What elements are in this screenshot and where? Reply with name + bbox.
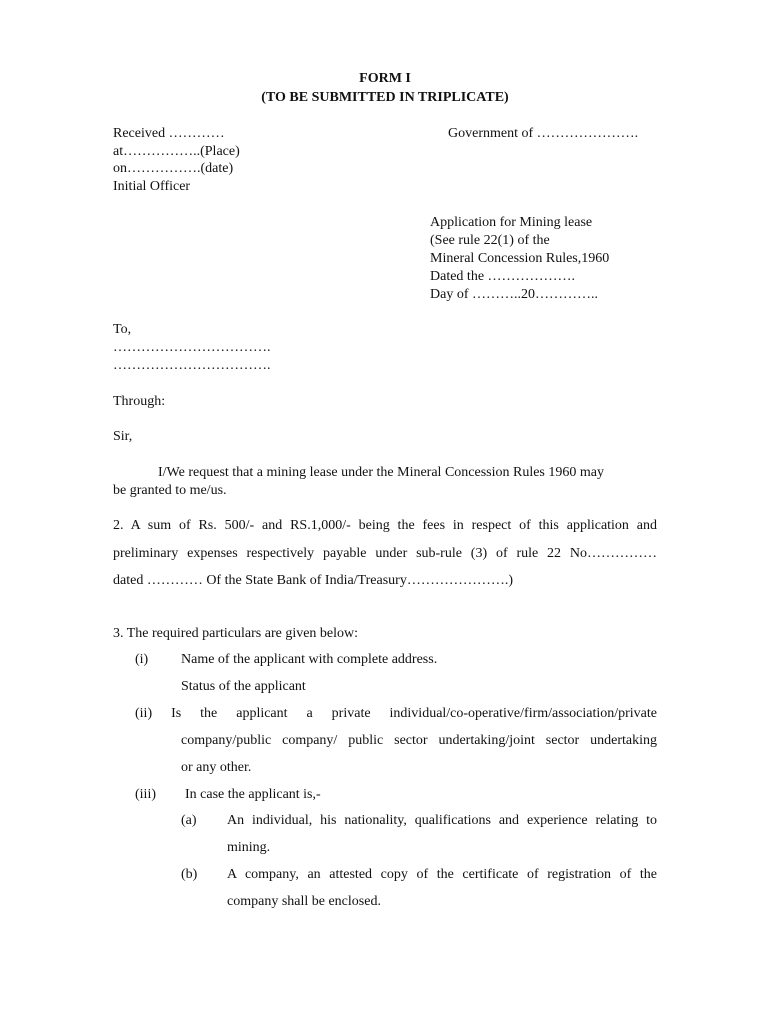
application-rule-ref: (See rule 22(1) of the — [430, 233, 550, 248]
government-line: Government of …………………. — [448, 126, 639, 141]
on-date-line: on…………….(date) — [113, 161, 234, 176]
item-ii-line1: (ii) Is the applicant a private individual/co-operative/firm/association/private — [135, 706, 657, 721]
initial-officer-line: Initial Officer — [113, 179, 191, 194]
application-dated: Dated the ………………. — [430, 269, 576, 284]
through-label: Through: — [113, 394, 166, 409]
sub-item-b-line1: A company, an attested copy of the certificate of registration of the — [227, 867, 657, 882]
received-line: Received ………… — [113, 126, 225, 141]
form-title: FORM I — [359, 71, 411, 86]
to-label: To, — [113, 322, 132, 337]
item-i-status: Status of the applicant — [181, 679, 306, 694]
application-day: Day of ………..20………….. — [430, 287, 598, 302]
item-iii-label: (iii) — [135, 787, 156, 802]
at-place-line: at……………..(Place) — [113, 144, 240, 159]
item-iii-text: In case the applicant is,- — [185, 787, 321, 802]
item-ii-line2: company/public company/ public sector undertaking/joint sector undertaking — [181, 733, 657, 748]
item-i-label: (i) — [135, 652, 149, 667]
sub-item-a-label: (a) — [181, 813, 197, 828]
para3-intro: 3. The required particulars are given below: — [113, 626, 359, 641]
sub-item-a-line1: An individual, his nationality, qualifications and experience relating to — [227, 813, 657, 828]
sub-item-a-line2: mining. — [227, 840, 271, 855]
para2-line1: 2. A sum of Rs. 500/- and RS.1,000/- being the fees in respect of this application and — [113, 518, 657, 533]
sub-item-b-label: (b) — [181, 867, 198, 882]
para1-line2: be granted to me/us. — [113, 483, 227, 498]
para1-line1: I/We request that a mining lease under the Mineral Concession Rules 1960 may — [158, 465, 604, 480]
application-rules-name: Mineral Concession Rules,1960 — [430, 251, 610, 266]
form-subtitle: (TO BE SUBMITTED IN TRIPLICATE) — [261, 90, 509, 105]
address-line-1: ……………………………. — [113, 340, 271, 355]
application-title: Application for Mining lease — [430, 215, 593, 230]
sub-item-b-line2: company shall be enclosed. — [227, 894, 381, 909]
item-i-text: Name of the applicant with complete address. — [181, 652, 438, 667]
item-ii-line3: or any other. — [181, 760, 252, 775]
salutation: Sir, — [113, 429, 133, 444]
para2-line2: preliminary expenses respectively payable under sub-rule (3) of rule 22 No…………… — [113, 546, 657, 561]
para2-line3: dated ………… Of the State Bank of India/Treasury………………….) — [113, 573, 513, 588]
address-line-2: ……………………………. — [113, 358, 271, 373]
